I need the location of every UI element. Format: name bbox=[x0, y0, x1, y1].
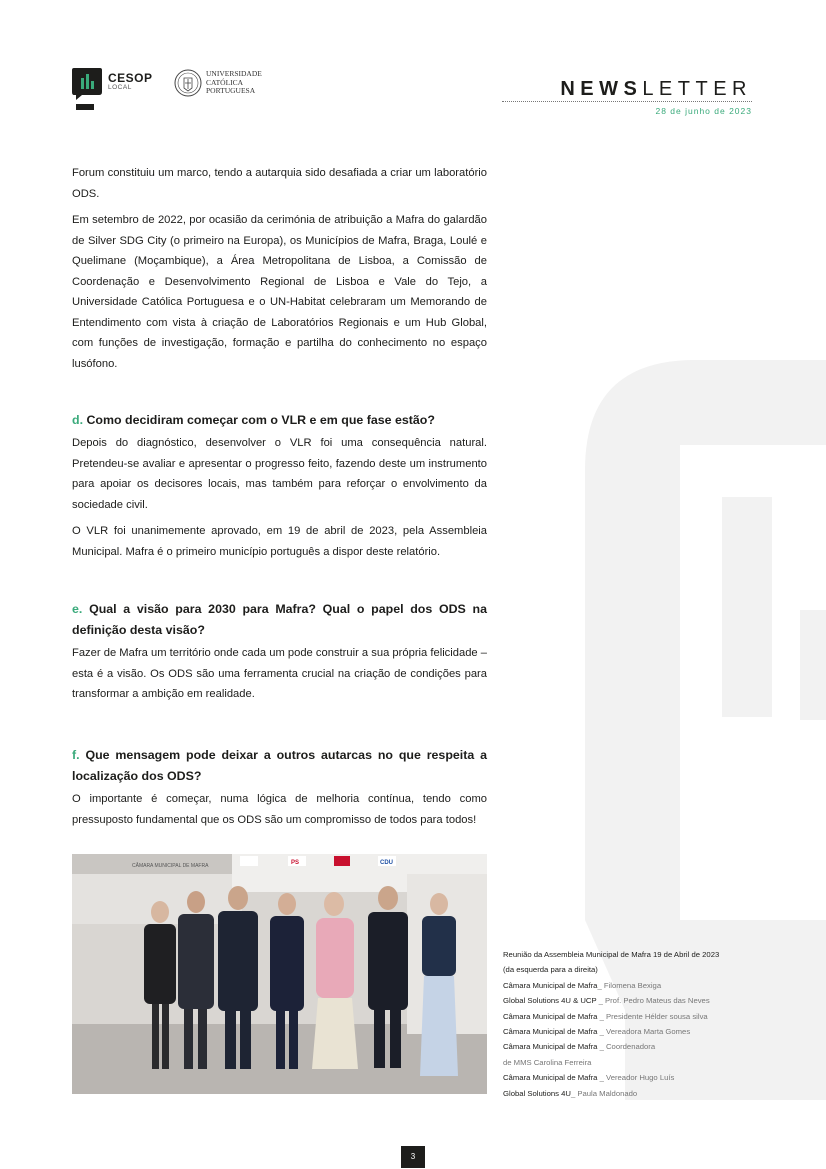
section-f-heading bbox=[72, 745, 487, 787]
ucp-line-2: CATÓLICA bbox=[206, 77, 244, 87]
caption-row: Câmara Municipal de Mafra _ Vereador Hugo Luís bbox=[503, 1073, 675, 1083]
cesop-subtitle: LOCAL bbox=[108, 84, 132, 91]
section-f-letter: f. bbox=[72, 748, 80, 762]
group-photo-image bbox=[72, 854, 487, 1094]
photo-caption bbox=[503, 947, 719, 1101]
caption-title: Reunião da Assembleia Municipal de Mafra 19 de Abril de 2023 bbox=[503, 950, 720, 959]
caption-row: Câmara Municipal de Mafra _ Coordenadora bbox=[503, 1042, 656, 1052]
section-d-title: Como decidiram começar com o VLR e em que fase estão? bbox=[86, 413, 435, 427]
caption-subtitle: (da esquerda para a direita) bbox=[503, 965, 598, 975]
header-divider bbox=[502, 101, 752, 102]
section-e bbox=[72, 599, 487, 711]
ucp-seal-icon bbox=[174, 69, 202, 97]
caption-row: Câmara Municipal de Mafra _ Vereadora Marta Gomes bbox=[503, 1027, 691, 1037]
article-block-top bbox=[72, 163, 487, 380]
caption-row: Câmara Municipal de Mafra _ Presidente Hélder sousa silva bbox=[503, 1011, 708, 1021]
section-d-letter: d. bbox=[72, 413, 84, 427]
newsletter-light: LETTER bbox=[642, 78, 752, 100]
section-d-paragraph-2: O VLR foi unanimemente aprovado, em 19 de abril de 2023, pela Assembleia Municipal. Mafra é o primeiro município português a dispor deste relatório. bbox=[72, 525, 487, 558]
cesop-logo-icon bbox=[72, 68, 102, 110]
caption-row: Global Solutions 4U_ Paula Maldonado bbox=[503, 1088, 638, 1098]
photo-banner-text: CÂMARA MUNICIPAL DE MAFRA bbox=[132, 863, 209, 869]
issue-date: 28 de junho de 2023 bbox=[655, 106, 752, 116]
caption-row: Câmara Municipal de Mafra_ Filomena Bexiga bbox=[503, 980, 662, 990]
section-f-paragraph: O importante é começar, numa lógica de melhoria contínua, tendo como pressuposto fundamental que os ODS são um compromisso de todos para todos! bbox=[72, 793, 487, 826]
newsletter-bold: NEWS bbox=[560, 78, 643, 100]
ucp-line-3: PORTUGUESA bbox=[206, 86, 256, 96]
caption-row: de MMS Carolina Ferreira bbox=[503, 1057, 592, 1067]
paragraph-memorando: Em setembro de 2022, por ocasião da cerimónia de atribuição a Mafra do galardão de Silver SDG City (o primeiro na Europa), os Municípios de Mafra, Braga, Loulé e Quelimane (Moçambique), a Área Metropolitana de Lisboa, a Comissão de Coordenação e Desenvolvimento Regional de Lisboa e Vale do Tejo, a Universidade Católica Portuguesa e o UN-Habitat celebraram um Memorando de Entendimento com vista à criação de Laboratórios Regionais e um Hub Global, com funções de investigação, formação e partilha do conhecimento no espaço lusófono. bbox=[72, 214, 487, 370]
photo-party-ps: PS bbox=[291, 860, 300, 866]
page-number: 3 bbox=[401, 1146, 425, 1168]
caption-row: Global Solutions 4U & UCP _ Prof. Pedro Mateus das Neves bbox=[503, 996, 710, 1006]
cesop-logo bbox=[72, 68, 153, 110]
photo-party-cdu: CDU bbox=[380, 860, 393, 866]
section-e-letter: e. bbox=[72, 602, 83, 616]
group-photo bbox=[72, 854, 487, 1094]
section-d bbox=[72, 410, 487, 568]
section-d-paragraph-1: Depois do diagnóstico, desenvolver o VLR foi uma consequência natural. Pretendeu-se avaliar e apresentar o progresso feito, fazendo deste um instrumento para apoiar os decisores locais, mas também para reforçar o envolvimento da sociedade civil. bbox=[72, 437, 487, 511]
newsletter-title bbox=[560, 78, 752, 101]
cesop-title: CESOP bbox=[108, 71, 153, 85]
ucp-line-1: UNIVERSIDADE bbox=[206, 69, 262, 79]
section-d-heading bbox=[72, 410, 487, 431]
section-e-heading bbox=[72, 599, 487, 641]
section-f-title: Que mensagem pode deixar a outros autarcas no que respeita a localização dos ODS? bbox=[72, 748, 487, 783]
section-e-paragraph: Fazer de Mafra um território onde cada um pode construir a sua própria felicidade – esta é a visão. Os ODS são uma ferramenta crucial na criação de condições para transformar a ambição em realidade. bbox=[72, 647, 487, 700]
paragraph-forum: Forum constituiu um marco, tendo a autarquia sido desafiada a criar um laboratório ODS. bbox=[72, 167, 487, 200]
section-e-title: Qual a visão para 2030 para Mafra? Qual o papel dos ODS na definição desta visão? bbox=[72, 602, 487, 637]
section-f bbox=[72, 745, 487, 836]
ucp-logo bbox=[174, 69, 262, 97]
